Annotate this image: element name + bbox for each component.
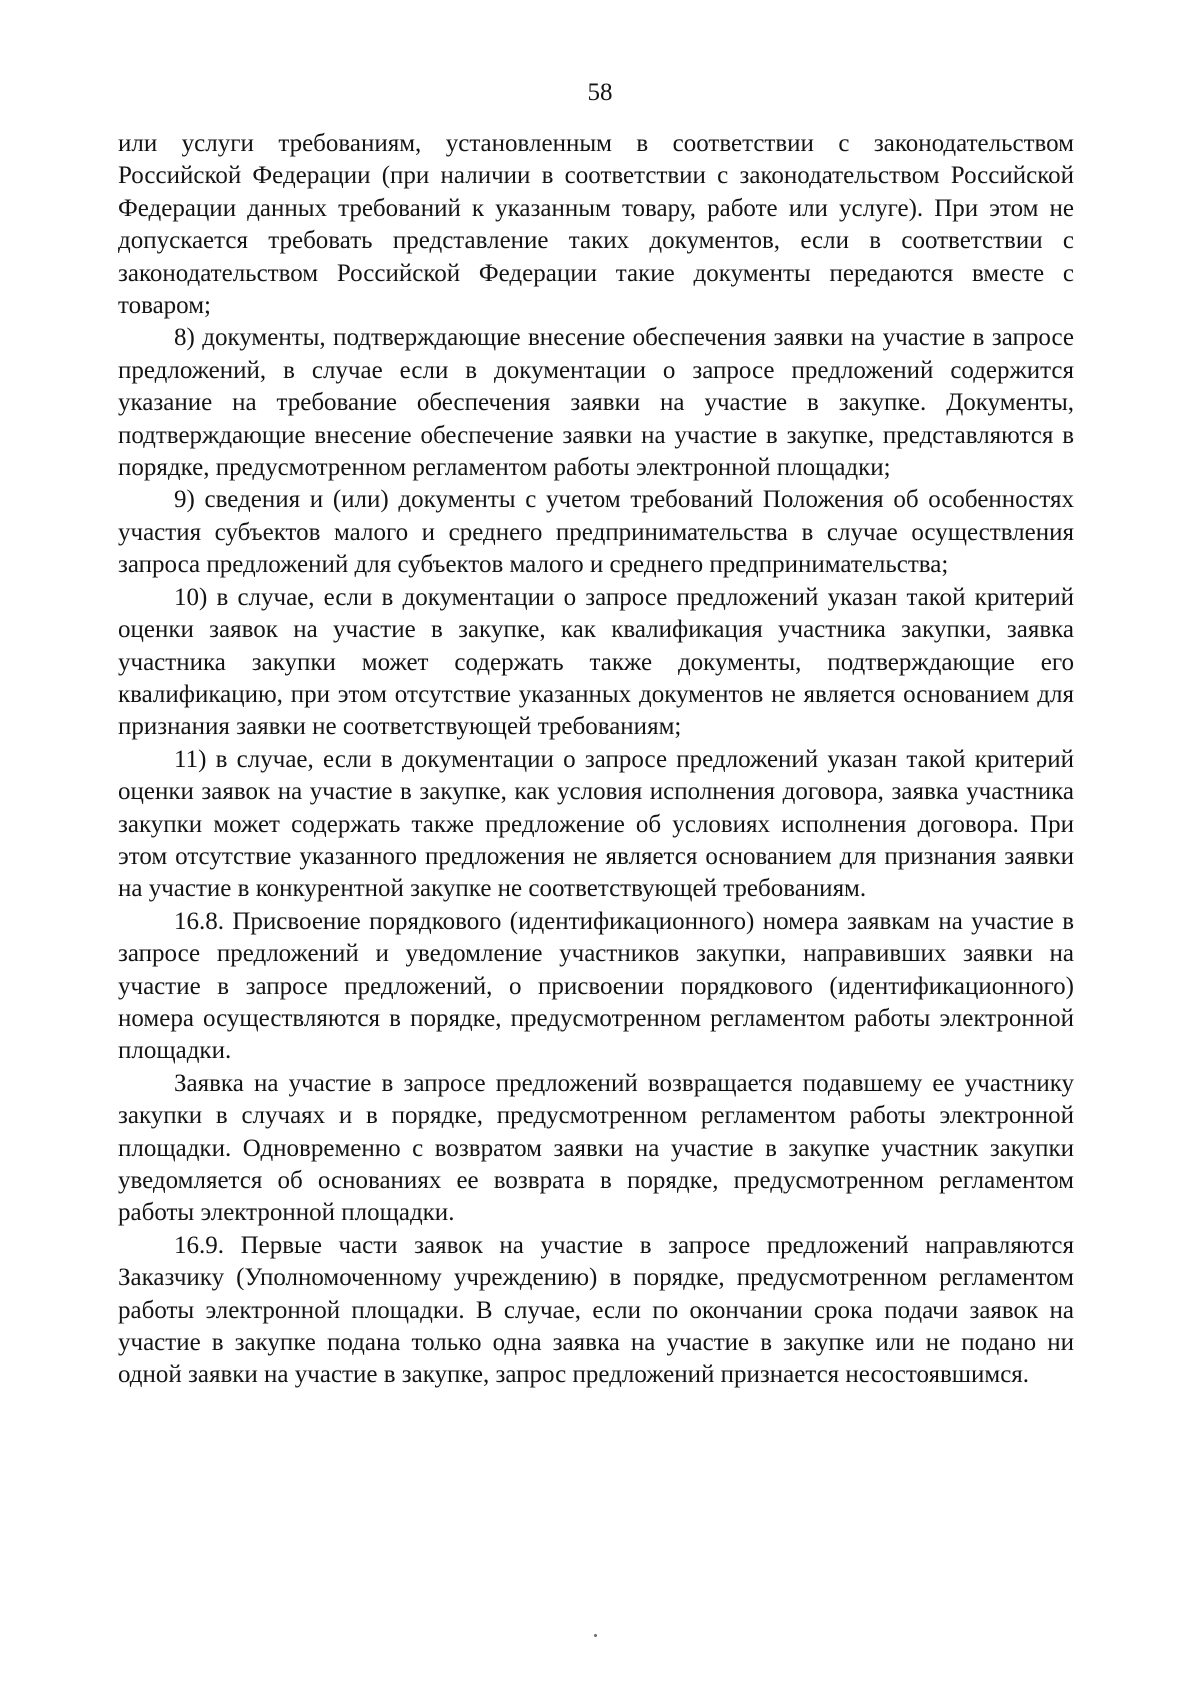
document-body <box>118 128 1074 1392</box>
paragraph-continued-item-7: или услуги требованиям, установленным в соответствии с законодательством Российской Федерации (при наличии в соответствии с законодательством Российской Федерации данных требований к указанным товару, работе или услуге). При этом не допускается требовать представление таких документов, если в соответствии с законодательством Российской Федерации такие документы передаются вместе с товаром; <box>118 130 1074 320</box>
paragraph-item-8: 8) документы, подтверждающие внесение обеспечения заявки на участие в запросе предложений, в случае если в документации о запросе предложений содержится указание на требование обеспечения заявки на участие в закупке. Документы, подтверждающие внесение обеспечение заявки на участие в закупке, представляются в порядке, предусмотренном регламентом работы электронной площадки; <box>118 324 1074 482</box>
paragraph-section-16-8: 16.8. Присвоение порядкового (идентификационного) номера заявкам на участие в запросе предложений и уведомление участников закупки, направивших заявки на участие в запросе предложений, о присвоении порядкового (идентификационного) номера осуществляются в порядке, предусмотренном регламентом работы электронной площадки. <box>118 907 1074 1065</box>
paragraph-item-10: 10) в случае, если в документации о запросе предложений указан такой критерий оценки заявок на участие в закупке, как квалификация участника закупки, заявка участника закупки может содержать также документы, подтверждающие его квалификацию, при этом отсутствие указанных документов не является основанием для признания заявки не соответствующей требованиям; <box>118 583 1074 741</box>
paragraph-item-9: 9) сведения и (или) документы с учетом требований Положения об особенностях участия субъектов малого и среднего предпринимательства в случае осуществления запроса предложений для субъектов малого и среднего предпринимательства; <box>118 486 1074 579</box>
paragraph-section-16-9: 16.9. Первые части заявок на участие в запросе предложений направляются Заказчику (Уполномоченному учреждению) в порядке, предусмотренном регламентом работы электронной площадки. В случае, если по окончании срока подачи заявок на участие в закупке подана только одна заявка на участие в закупке или не подано ни одной заявки на участие в закупке, запрос предложений признается несостоявшимся. <box>118 1231 1074 1389</box>
scan-speck <box>594 1634 597 1637</box>
paragraph-item-11: 11) в случае, если в документации о запросе предложений указан такой критерий оценки заявок на участие в закупке, как условия исполнения договора, заявка участника закупки может содержать также предложение об условиях исполнения договора. При этом отсутствие указанного предложения не является основанием для признания заявки на участие в конкурентной закупке не соответствующей требованиям. <box>118 745 1074 903</box>
page-number: 58 <box>587 79 613 106</box>
paragraph-application-return: Заявка на участие в запросе предложений возвращается подавшему ее участнику закупки в случаях и в порядке, предусмотренном регламентом работы электронной площадки. Одновременно с возвратом заявки на участие в закупке участник закупки уведомляется об основаниях ее возврата в порядке, предусмотренном регламентом работы электронной площадки. <box>118 1069 1074 1227</box>
